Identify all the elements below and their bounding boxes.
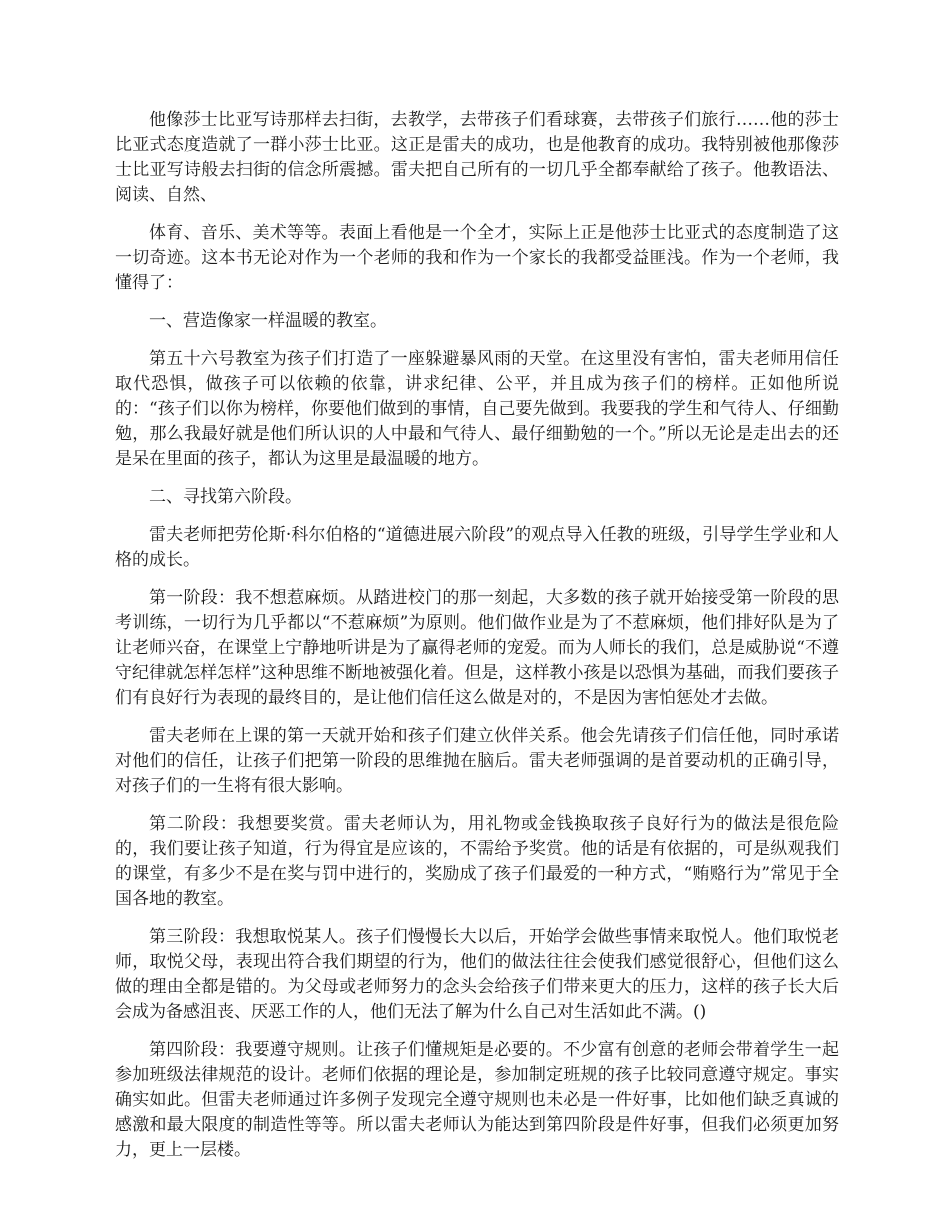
paragraph-stage-2: 第二阶段：我想要奖赏。雷夫老师认为，用礼物或金钱换取孩子良好行为的做法是很危险的，我们要让孩子知道，行为得宜是应该的，不需给予奖赏。他的话是有依据的，可是纵观我们的课堂，有多少不是在奖与罚中进行的，奖励成了孩子们最爱的一种方式，“贿赂行为”常见于全国各地的教室。 (115, 814, 839, 909)
paragraph-1: 他像莎士比亚写诗那样去扫街，去教学，去带孩子们看球赛，去带孩子们旅行……他的莎士比亚式态度造就了一群小莎士比亚。这正是雷夫的成功，也是他教育的成功。我特别被他那像莎士比亚写诗般去扫街的信念所震撼。雷夫把自己所有的一切几乎全都奉献给了孩子。他教语法、阅读、自然、 (115, 110, 839, 205)
paragraph-2: 体育、音乐、美术等等。表面上看他是一个全才，实际上正是他莎士比亚式的态度制造了这一切奇迹。这本书无论对作为一个老师的我和作为一个家长的我都受益匪浅。作为一个老师，我懂得了： (115, 223, 839, 293)
section-heading-2: 二、寻找第六阶段。 (149, 487, 302, 507)
section-heading-1: 一、营造像家一样温暖的教室。 (149, 311, 387, 331)
paragraph-5: 雷夫老师在上课的第一天就开始和孩子们建立伙伴关系。他会先请孩子们信任他，同时承诺对他们的信任，让孩子们把第一阶段的思维抛在脑后。雷夫老师强调的是首要动机的正确引导，对孩子们的一生将有很大影响。 (115, 726, 839, 796)
document-body (115, 108, 839, 1176)
paragraph-3: 第五十六号教室为孩子们打造了一座躲避暴风雨的天堂。在这里没有害怕，雷夫老师用信任取代恐惧，做孩子可以依赖的依靠，讲求纪律、公平，并且成为孩子们的榜样。正如他所说的：“孩子们以你为榜样，你要他们做到的事情，自己要先做到。我要我的学生和气待人、仔细勤勉，那么我最好就是他们所认识的人中最和气待人、最仔细勤勉的一个。”所以无论是走出去的还是呆在里面的孩子，都认为这里是最温暖的地方。 (115, 349, 839, 469)
paragraph-4: 雷夫老师把劳伦斯·科尔伯格的“道德进展六阶段”的观点导入任教的班级，引导学生学业和人格的成长。 (115, 525, 839, 570)
paragraph-stage-1: 第一阶段：我不想惹麻烦。从踏进校门的那一刻起，大多数的孩子就开始接受第一阶段的思考训练，一切行为几乎都以“不惹麻烦”为原则。他们做作业是为了不惹麻烦，他们排好队是为了让老师兴奋，在课堂上宁静地听讲是为了赢得老师的宠爱。而为人师长的我们，总是威胁说“不遵守纪律就怎样怎样”这种思维不断地被强化着。但是，这样教小孩是以恐惧为基础，而我们要孩子们有良好行为表现的最终目的，是让他们信任这么做是对的，不是因为害怕惩处才去做。 (115, 588, 839, 708)
paragraph-stage-3: 第三阶段：我想取悦某人。孩子们慢慢长大以后，开始学会做些事情来取悦人。他们取悦老师，取悦父母，表现出符合我们期望的行为，他们的做法往往会使我们感觉很舒心，但他们这么做的理由全都是错的。为父母或老师努力的念头会给孩子们带来更大的压力，这样的孩子长大后会成为备感沮丧、厌恶工作的人，他们无法了解为什么自己对生活如此不满。() (115, 927, 839, 1022)
paragraph-stage-4: 第四阶段：我要遵守规则。让孩子们懂规矩是必要的。不少富有创意的老师会带着学生一起参加班级法律规范的设计。老师们依据的理论是，参加制定班规的孩子比较同意遵守规定。事实确实如此。但雷夫老师通过许多例子发现完全遵守规则也未必是一件好事，比如他们缺乏真诚的感激和最大限度的制造性等等。所以雷夫老师认为能达到第四阶段是件好事，但我们必须更加努力，更上一层楼。 (115, 1040, 839, 1160)
